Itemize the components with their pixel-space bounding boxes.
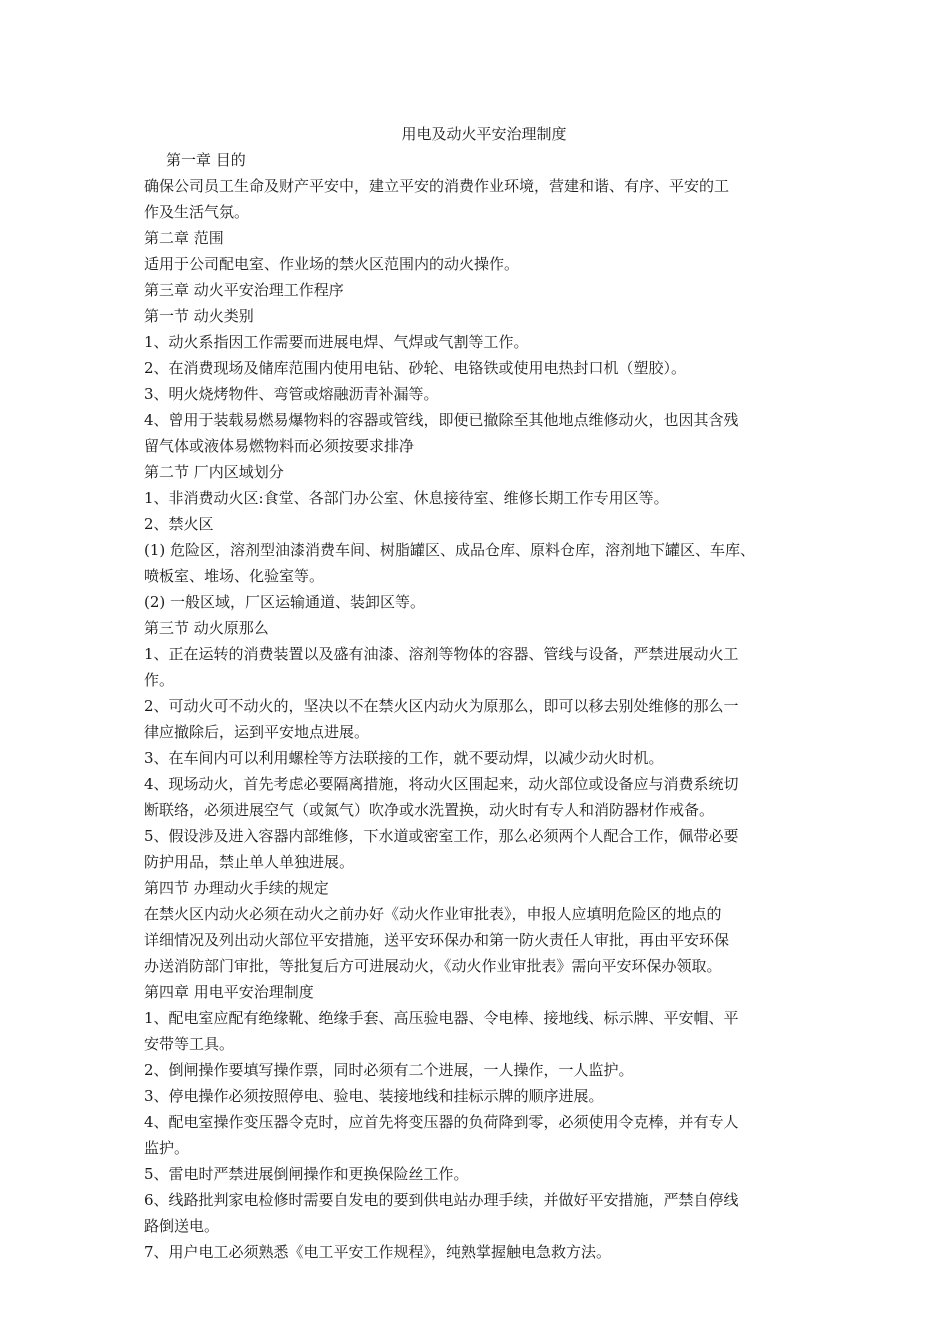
text-line: 第一章 目的: [166, 151, 246, 169]
text-line: 2、可动火可不动火的，坚决以不在禁火区内动火为原那么，即可以移去别处维修的那么一: [144, 697, 739, 715]
text-line: 6、线路批判家电检修时需要自发电的要到供电站办理手续，并做好平安措施，严禁自停线: [144, 1191, 739, 1209]
text-line: 4、曾用于装载易燃易爆物料的容器或管线，即便已撤除至其他地点维修动火，也因其含残: [144, 411, 739, 429]
text-line: 4、配电室操作变压器令克时，应首先将变压器的负荷降到零，必须使用令克棒，并有专人: [144, 1113, 739, 1131]
text-line: 1、动火系指因工作需要而进展电焊、气焊或气割等工作。: [144, 333, 529, 351]
text-line: 3、明火烧烤物件、弯管或熔融沥青补漏等。: [144, 385, 439, 403]
text-line: 2、禁火区: [144, 515, 214, 533]
text-line: 第四节 办理动火手续的规定: [144, 879, 329, 897]
text-line: 确保公司员工生命及财产平安中，建立平安的消费作业环境，营建和谐、有序、平安的工: [144, 177, 730, 195]
text-line: 2、倒闸操作要填写操作票，同时必须有二个进展，一人操作，一人监护。: [144, 1061, 634, 1079]
text-line: 第二节 厂内区域划分: [144, 463, 284, 481]
text-line: 防护用品，禁止单人单独进展。: [144, 853, 355, 871]
text-line: 断联络，必须进展空气（或氮气）吹净或水洗置换，动火时有专人和消防器材作戒备。: [144, 801, 715, 819]
text-line: (1) 危险区，溶剂型油漆消费车间、树脂罐区、成品仓库、原料仓库，溶剂地下罐区、车库、: [144, 541, 756, 559]
text-line: 作。: [144, 671, 175, 689]
text-line: 3、停电操作必须按照停电、验电、装接地线和挂标示牌的顺序进展。: [144, 1087, 604, 1105]
text-line: 第三章 动火平安治理工作程序: [144, 281, 344, 299]
text-line: 喷板室、堆场、化验室等。: [144, 567, 325, 585]
text-line: 第一节 动火类别: [144, 307, 254, 325]
text-line: 第二章 范围: [144, 229, 224, 247]
text-line: 适用于公司配电室、作业场的禁火区范围内的动火操作。: [144, 255, 520, 273]
text-line: 律应撤除后，运到平安地点进展。: [144, 723, 370, 741]
text-line: 5、假设涉及进入容器内部维修，下水道或密室工作，那么必须两个人配合工作，佩带必要: [144, 827, 739, 845]
text-line: 在禁火区内动火必须在动火之前办好《动火作业审批表》，申报人应填明危险区的地点的: [144, 905, 722, 923]
text-line: 5、雷电时严禁进展倒闸操作和更换保险丝工作。: [144, 1165, 469, 1183]
text-line: 1、配电室应配有绝缘靴、绝缘手套、高压验电器、令电棒、接地线、标示牌、平安帽、平: [144, 1009, 739, 1027]
text-line: 作及生活气氛。: [144, 203, 250, 221]
document-title: 用电及动火平安治理制度: [401, 125, 567, 143]
text-line: 7、用户电工必须熟悉《电工平安工作规程》，纯熟掌握触电急救方法。: [144, 1243, 612, 1261]
document-page: [144, 121, 824, 1265]
text-line: 路倒送电。: [144, 1217, 220, 1235]
text-line: 留气体或液体易燃物料而必须按要求排净: [144, 437, 415, 455]
text-line: 1、正在运转的消费装置以及盛有油漆、溶剂等物体的容器、管线与设备，严禁进展动火工: [144, 645, 739, 663]
text-line: 安带等工具。: [144, 1035, 235, 1053]
text-line: 2、在消费现场及储库范围内使用电钻、砂轮、电铬铁或使用电热封口机（塑胶）。: [144, 359, 687, 377]
text-line: 第三节 动火原那么: [144, 619, 269, 637]
text-line: 监护。: [144, 1139, 190, 1157]
document-body: [144, 147, 824, 1265]
text-line: 4、现场动火，首先考虑必要隔离措施，将动火区围起来，动火部位或设备应与消费系统切: [144, 775, 739, 793]
text-line: 第四章 用电平安治理制度: [144, 983, 314, 1001]
text-line: 1、非消费动火区:食堂、各部门办公室、休息接待室、维修长期工作专用区等。: [144, 489, 669, 507]
text-line: 办送消防部门审批，等批复后方可进展动火，《动火作业审批表》需向平安环保办领取。: [144, 957, 722, 975]
text-line: 3、在车间内可以利用螺栓等方法联接的工作，就不要动焊，以减少动火时机。: [144, 749, 664, 767]
text-line: 详细情况及列出动火部位平安措施，送平安环保办和第一防火责任人审批，再由平安环保: [144, 931, 730, 949]
text-line: (2) 一般区域，厂区运输通道、装卸区等。: [144, 593, 426, 611]
